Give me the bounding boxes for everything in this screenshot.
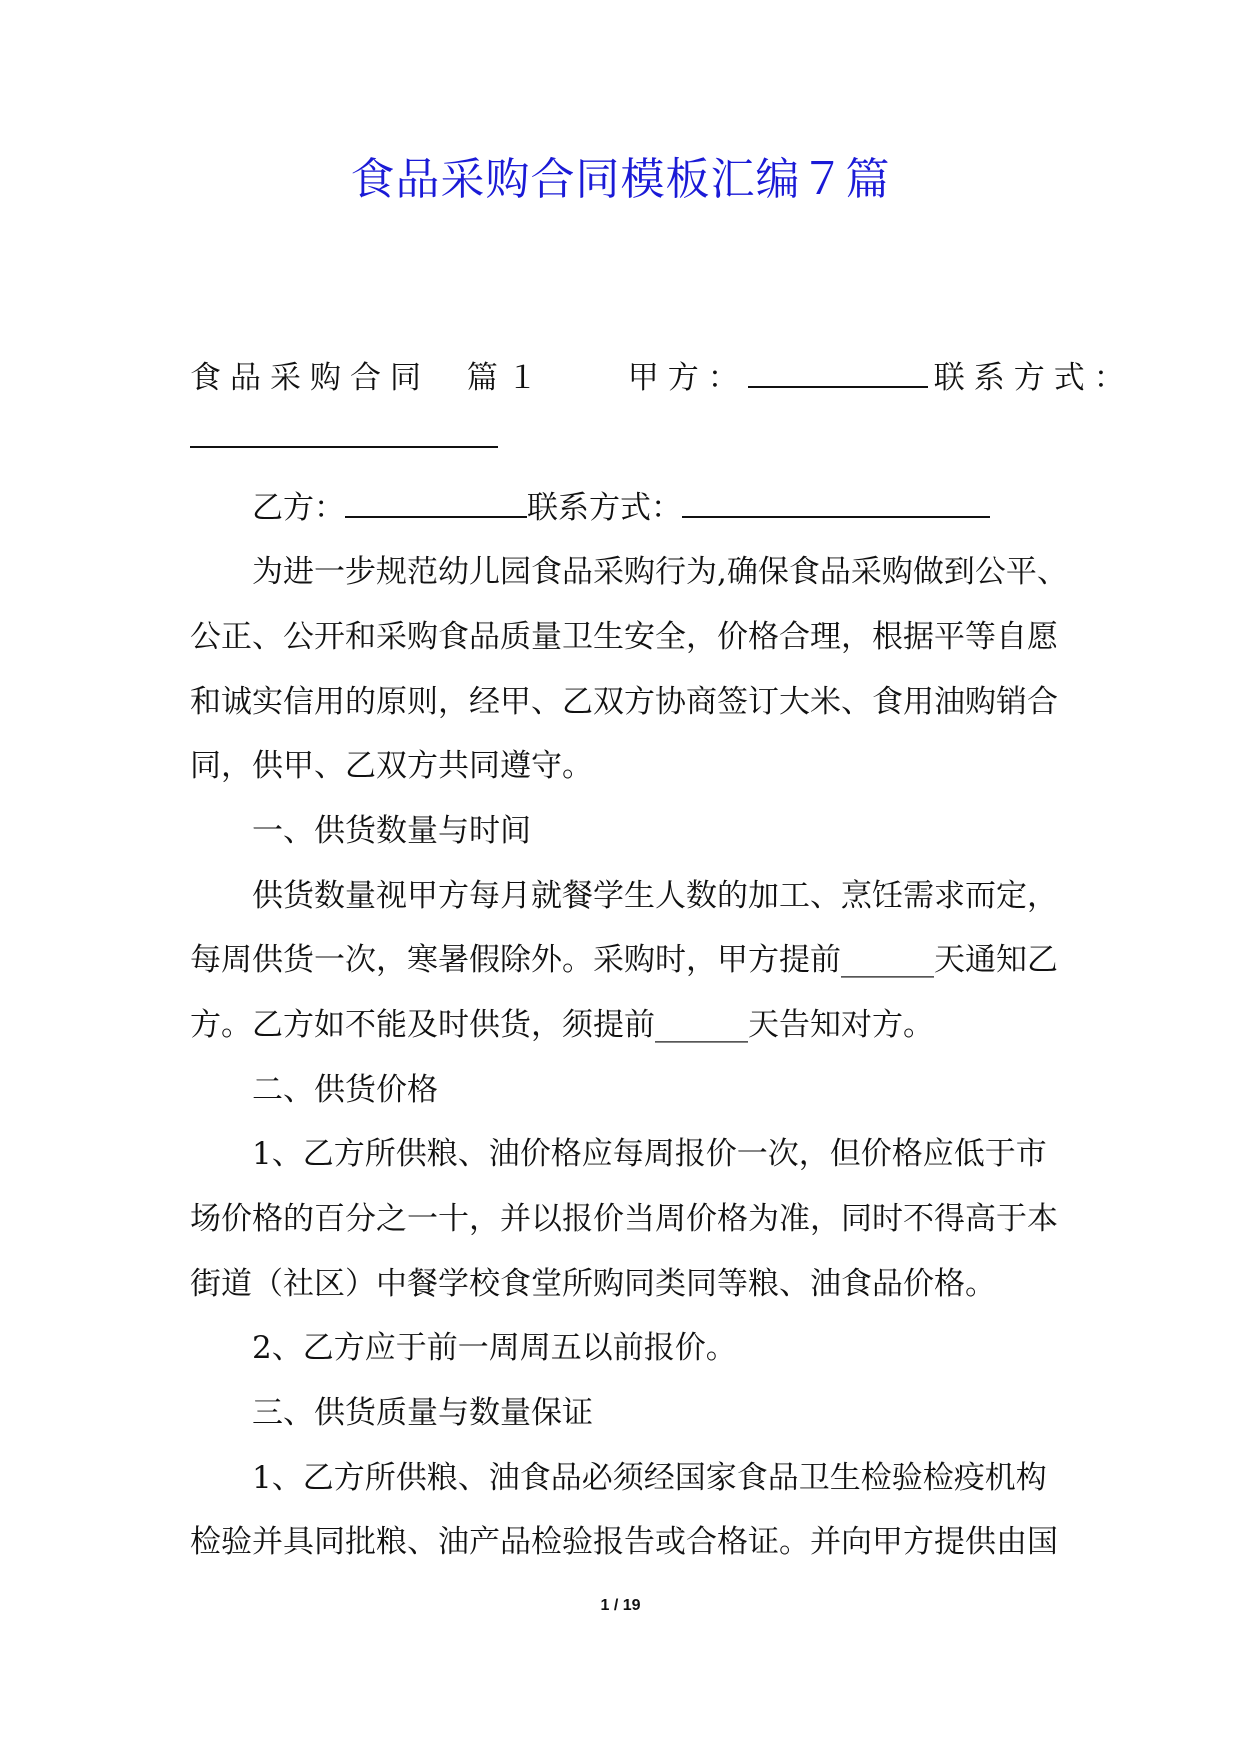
contract-name: 食品采购合同: [190, 360, 430, 396]
body-line: 和诚实信用的原则，经甲、乙双方协商签订大米、食用油购销合: [190, 684, 1058, 720]
party-a-contact-label: 联系方式：: [933, 360, 1134, 396]
party-b-blank: [345, 490, 527, 518]
document-title: 食品采购合同模板汇编７篇: [350, 154, 891, 205]
article-number: 篇１: [466, 360, 547, 396]
section-heading: 二、供货价格: [252, 1072, 438, 1108]
section-heading: 三、供货质量与数量保证: [252, 1395, 593, 1431]
section-heading: 一、供货数量与时间: [252, 813, 531, 849]
party-b-line: [252, 488, 1132, 528]
party-b-label: 乙方：: [252, 490, 345, 526]
body-line: 1、乙方所供粮、油价格应每周报价一次，但价格应低于市: [252, 1136, 1047, 1172]
body-line: 供货数量视甲方每月就餐学生人数的加工、烹饪需求而定，: [252, 878, 1058, 914]
body-line: 每周供货一次，寒暑假除外。采购时，甲方提前______天通知乙: [190, 942, 1058, 978]
body-line: 1、乙方所供粮、油食品必须经国家食品卫生检验检疫机构: [252, 1460, 1047, 1496]
body-line: 场价格的百分之一十，并以报价当周价格为准，同时不得高于本: [190, 1201, 1058, 1237]
body-line: 街道（社区）中餐学校食堂所购同类同等粮、油食品价格。: [190, 1266, 996, 1302]
body-line: 为进一步规范幼儿园食品采购行为,确保食品采购做到公平、: [252, 554, 1068, 590]
party-a-blank: [748, 360, 928, 388]
party-b-contact-label: 联系方式：: [527, 490, 682, 526]
party-a-contact-blank: [190, 420, 498, 448]
body-line: 方。乙方如不能及时供货，须提前______天告知对方。: [190, 1007, 934, 1043]
body-line: 2、乙方应于前一周周五以前报价。: [252, 1330, 737, 1366]
body-line: 公正、公开和采购食品质量卫生安全，价格合理，根据平等自愿: [190, 619, 1058, 655]
body-line: 检验并具同批粮、油产品检验报告或合格证。并向甲方提供由国: [190, 1524, 1058, 1560]
party-a-label: 甲方：: [627, 360, 748, 396]
party-a-contact-blank-line: [190, 418, 1070, 458]
body-line: 同，供甲、乙双方共同遵守。: [190, 748, 593, 784]
page-number: 1 / 19: [600, 1597, 641, 1614]
party-b-contact-blank: [682, 490, 990, 518]
header-line: [190, 358, 1134, 398]
